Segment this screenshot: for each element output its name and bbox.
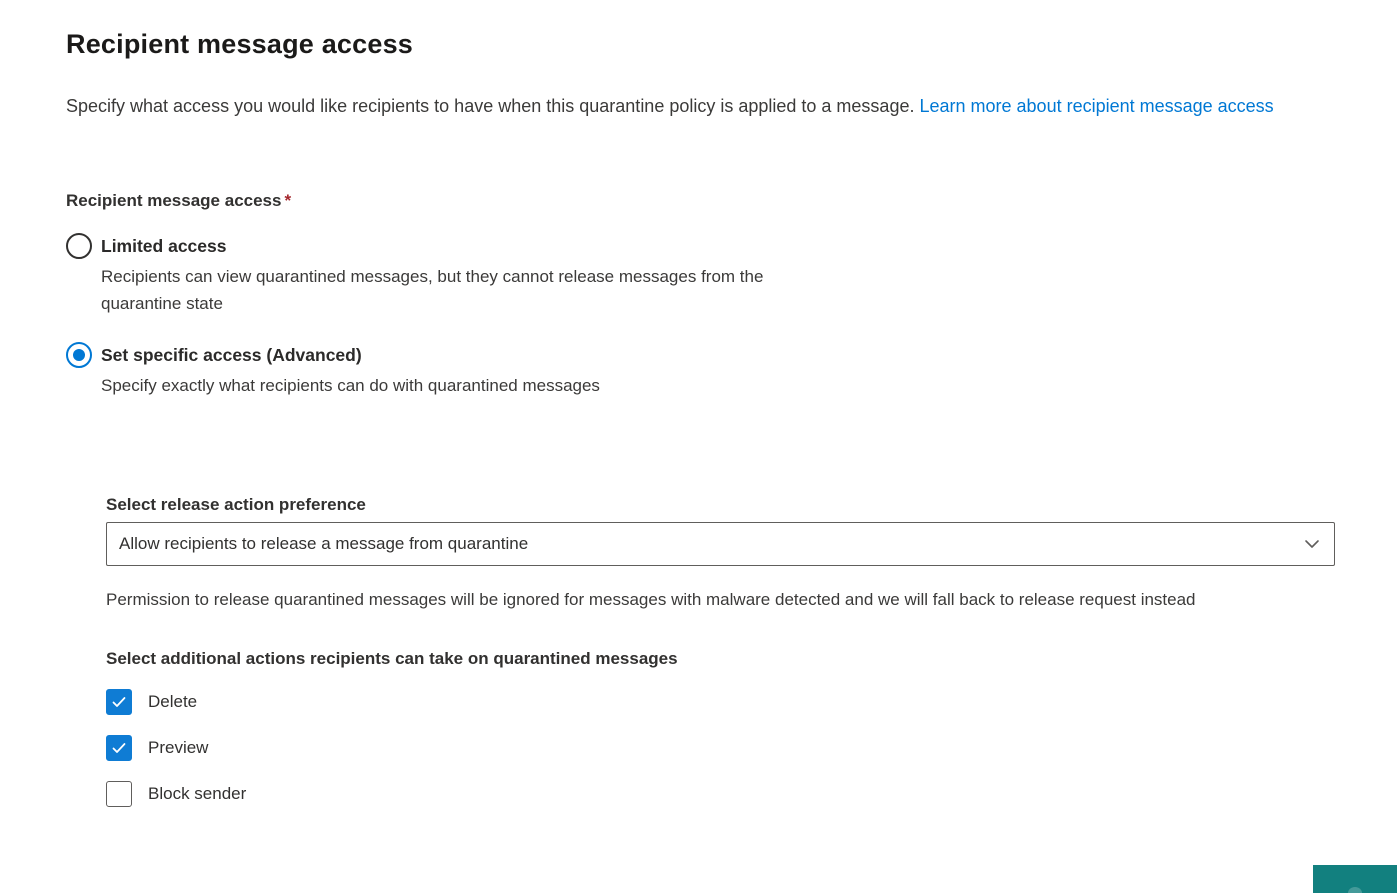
release-action-selected-value: Allow recipients to release a message from quarantine [119,534,529,553]
radio-option-set-specific-access[interactable] [66,341,1335,399]
help-button[interactable] [1313,865,1397,893]
chevron-down-icon [1304,536,1320,552]
checkbox-checked-icon[interactable] [106,735,132,761]
radio-option-label: Limited access [101,236,227,256]
required-asterisk: * [284,191,292,210]
checkbox-checked-icon[interactable] [106,689,132,715]
radio-option-description: Specify exactly what recipients can do with quarantined messages [101,376,600,395]
radio-option-description: Recipients can view quarantined messages, but they cannot release messages from the quarantine state [101,267,764,313]
checkbox-row-preview[interactable] [106,735,1335,761]
help-icon [1348,887,1362,893]
checkbox-row-delete[interactable] [106,689,1335,715]
page-title: Recipient message access [66,29,414,59]
field-label-text: Recipient message access [66,191,282,210]
release-action-note: Permission to release quarantined messages will be ignored for messages with malware detected and we will fall back to release request instead [106,590,1196,609]
checkbox-row-block-sender[interactable] [106,781,1335,807]
radio-selected-icon[interactable] [66,342,92,368]
radio-option-limited-access[interactable] [66,232,1335,317]
radio-option-texts [101,232,1335,317]
checkbox-label: Delete [148,692,198,711]
advanced-access-section [106,494,1335,807]
radio-option-texts [101,341,1335,399]
additional-actions-label: Select additional actions recipients can take on quarantined messages [106,649,678,668]
release-action-label: Select release action preference [106,495,366,514]
field-label [66,190,1335,212]
release-action-dropdown[interactable] [106,522,1335,566]
checkbox-unchecked-icon[interactable] [106,781,132,807]
checkbox-label: Block sender [148,784,247,803]
radio-option-label: Set specific access (Advanced) [101,345,362,365]
additional-actions-list [106,689,1335,807]
learn-more-link[interactable]: Learn more about recipient message access [919,96,1274,116]
checkbox-label: Preview [148,738,209,757]
page-description-text: Specify what access you would like recipients to have when this quarantine policy is applied to a message. [66,96,920,116]
page-description [66,92,1338,120]
radio-unselected-icon[interactable] [66,233,92,259]
